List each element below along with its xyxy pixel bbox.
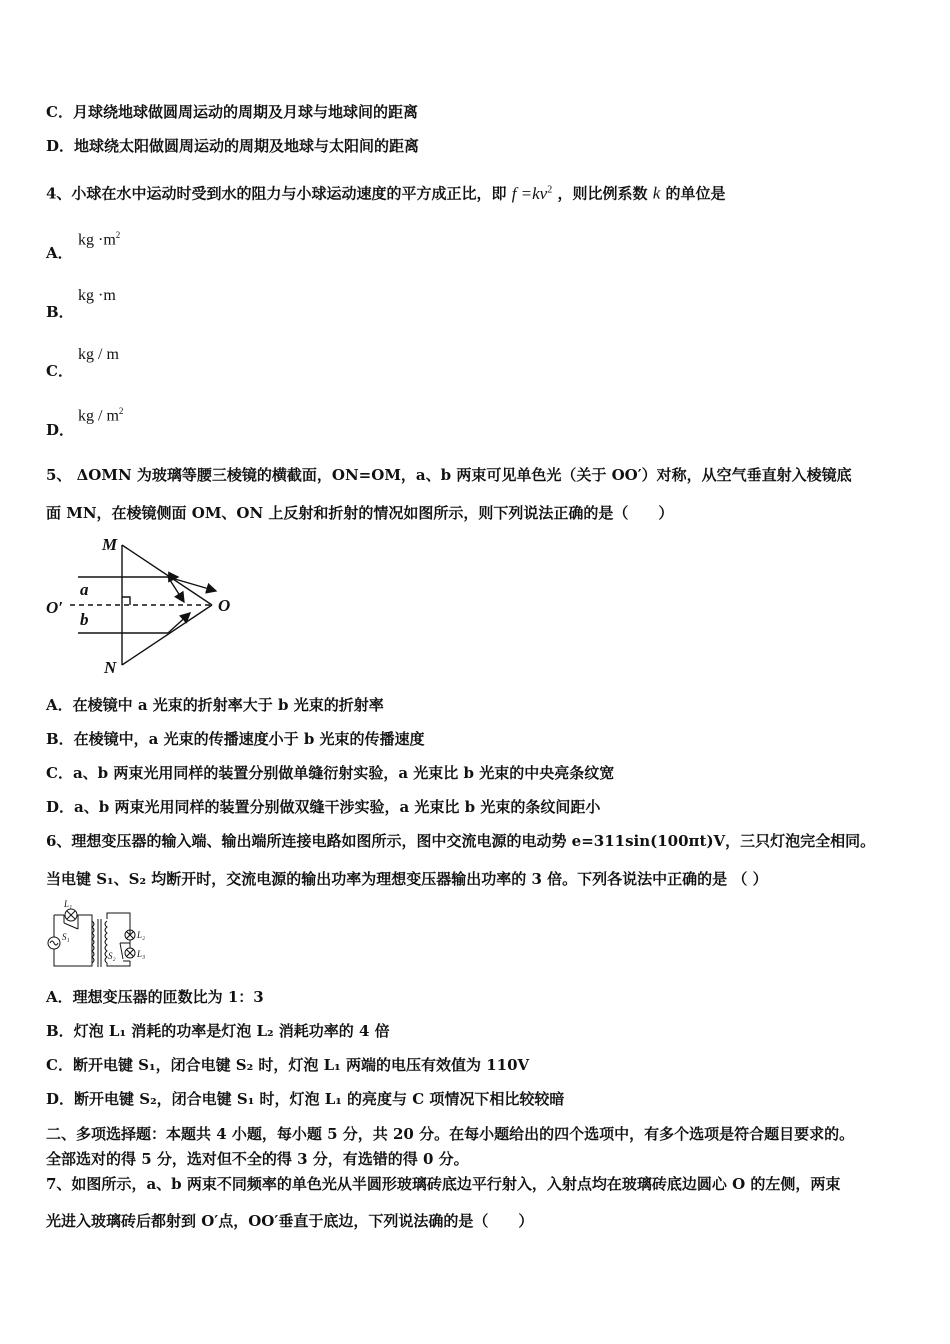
label-b: b (80, 610, 89, 629)
q6-stem-line2: 当电键 S₁、S₂ 均断开时，交流电源的输出功率为理想变压器输出功率的 3 倍。下列各说法中正确的是 （ ） (46, 870, 768, 888)
q4-var-k: k (652, 183, 661, 203)
q4-option-b-label: B． (46, 303, 74, 321)
q4-option-a-unit: kg $\cdot m^2$ (78, 230, 121, 249)
label-l3: L₃ (137, 949, 146, 959)
label-a: a (80, 580, 89, 599)
q4-option-c-unit: kg / m (78, 346, 119, 363)
q4-stem-after: 的单位是 (665, 184, 726, 203)
q6-option-c: C．断开电键 S₁，闭合电键 S₂ 时，灯泡 L₁ 两端的电压有效值为 110V (46, 1056, 530, 1074)
q4-formula: $f =kv^2$ (511, 183, 553, 203)
q5-option-c: C．a、b 两束光用同样的装置分别做单缝衍射实验，a 光束比 b 光束的中央亮条纹宽 (46, 764, 615, 782)
q4-stem-mid: ，则比例系数 (557, 184, 648, 203)
q4-stem (46, 180, 726, 204)
prism-side-mo (122, 545, 212, 605)
transformer-circuit (44, 899, 164, 973)
label-n: N (104, 658, 117, 677)
q6-option-a: A．理想变压器的匝数比为 1：3 (46, 988, 264, 1006)
right-angle-mark (122, 597, 130, 605)
q7-stem-line1: 7、如图所示，a、b 两束不同频率的单色光从半圆形玻璃砖底边平行射入，入射点均在玻璃砖底边圆心 O 的左侧，两束 (46, 1175, 841, 1193)
label-m: M (102, 535, 118, 554)
section2-heading-line1: 二、多项选择题：本题共 4 小题，每小题 5 分，共 20 分。在每小题给出的四个选项中，有多个选项是符合题目要求的。 (46, 1125, 855, 1143)
label-s2: S₂ (108, 951, 116, 961)
q4-stem-before: 4、小球在水中运动时受到水的阻力与小球运动速度的平方成正比，即 (46, 184, 507, 203)
q5-option-a: A．在棱镜中 a 光束的折射率大于 b 光束的折射率 (46, 696, 384, 714)
q5-option-d: D．a、b 两束光用同样的装置分别做双缝干涉实验，a 光束比 b 光束的条纹间距小 (46, 798, 601, 816)
q4-option-d-unit: kg / $m^2$ (78, 406, 124, 425)
label-l1: L₁ (64, 899, 73, 909)
label-o-prime: O′ (46, 598, 64, 617)
switch-s1 (64, 923, 78, 929)
prism-side-no (122, 605, 212, 665)
label-o: O (218, 596, 231, 615)
section2-heading-line2: 全部选对的得 5 分，选对但不全的得 3 分，有选错的得 0 分。 (46, 1150, 469, 1168)
q4-option-c-label: C． (46, 362, 73, 380)
secondary-coil (105, 921, 107, 963)
prism-figure (44, 533, 244, 678)
q6-stem-line1: 6、理想变压器的输入端、输出端所连接电路如图所示，图中交流电源的电动势 e=311sin(100πt)V，三只灯泡完全相同。 (46, 832, 876, 850)
q5-stem-line1: 5、 ΔOMN 为玻璃等腰三棱镜的横截面，ON=OM，a、b 两束可见单色光（关于 OO′）对称，从空气垂直射入棱镜底 (46, 466, 852, 484)
q3-option-c: C．月球绕地球做圆周运动的周期及月球与地球间的距离 (46, 103, 418, 121)
q7-stem-line2: 光进入玻璃砖后都射到 O′点，OO′垂直于底边，下列说法确的是（ ） (46, 1212, 534, 1230)
ray-b-reflected (168, 613, 190, 633)
q5-stem-line2: 面 MN，在棱镜侧面 OM、ON 上反射和折射的情况如图所示，则下列说法正确的是（ ） (46, 504, 674, 522)
q4-option-d-label: D． (46, 421, 75, 439)
q6-option-d: D．断开电键 S₂，闭合电键 S₁ 时，灯泡 L₁ 的亮度与 C 项情况下相比较较暗 (46, 1090, 565, 1108)
q4-option-b-unit: kg ·m (78, 287, 116, 304)
q4-option-a-label: A． (46, 244, 73, 262)
switch-s2 (120, 943, 123, 959)
q3-option-d: D．地球绕太阳做圆周运动的周期及地球与太阳间的距离 (46, 137, 420, 155)
q6-option-b: B．灯泡 L₁ 消耗的功率是灯泡 L₂ 消耗功率的 4 倍 (46, 1022, 390, 1040)
q5-option-b: B．在棱镜中，a 光束的传播速度小于 b 光束的传播速度 (46, 730, 425, 748)
label-s1: S₁ (62, 932, 70, 942)
label-l2: L₂ (137, 930, 146, 940)
